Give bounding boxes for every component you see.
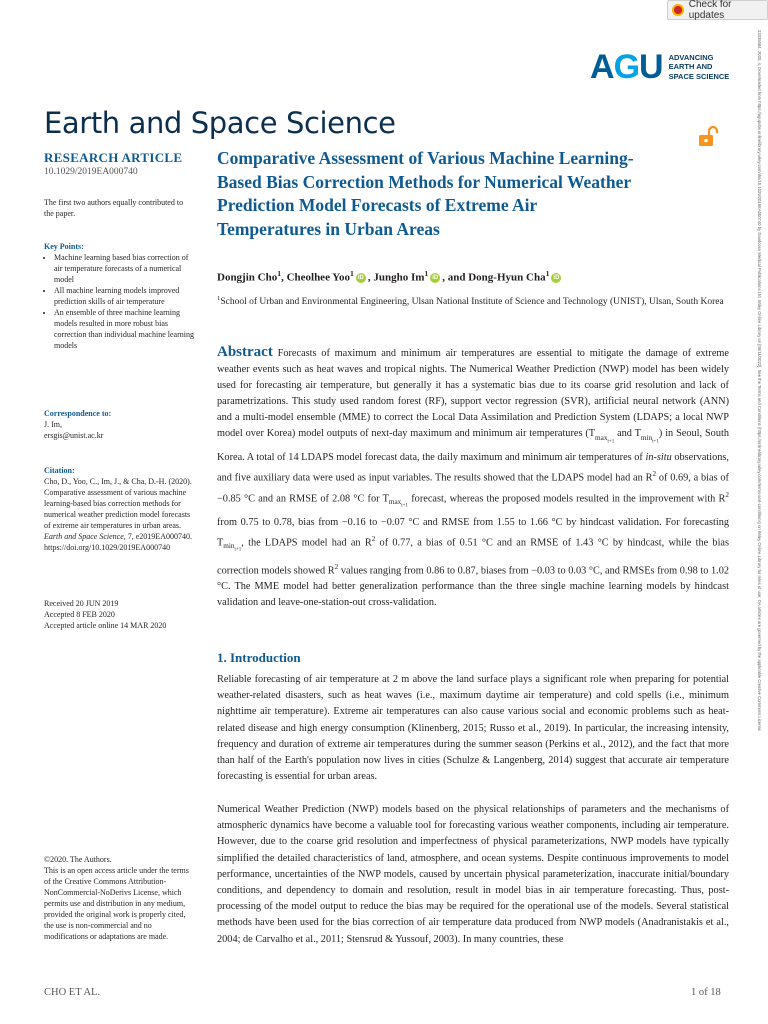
correspondence	[44, 408, 194, 441]
key-points	[44, 241, 194, 351]
page-number: 1 of 18	[691, 987, 721, 998]
agu-tagline: ADVANCING EARTH AND SPACE SCIENCE	[668, 52, 730, 81]
citation-heading: Citation:	[44, 466, 75, 475]
key-point-item: • An ensemble of three machine learning models resulted in more robust bias correction than individual machine learning models	[54, 307, 194, 351]
orcid-icon[interactable]: iD	[357, 275, 364, 282]
abstract-label: Abstract	[217, 344, 273, 360]
download-notice-strip: 23335084, 2020, 4, Downloaded from https://agupubs.onlinelibrary.wiley.com/doi/10.1029/2019EA000740 by Daudcosu Medical Publications Ltd, Wiley Online Library on [06/11/2022]. See the Terms and Conditions (https://onlinelibrary.wiley.com/terms-and-conditions) on Wiley Online Library for rules of use; OA articles are governed by the applicable Creative Commons License	[757, 30, 762, 731]
article-doi[interactable]: 10.1029/2019EA000740	[44, 167, 138, 177]
article-title: Comparative Assessment of Various Machine Learning-Based Bias Correction Methods for Numerical Weather Prediction Model Forecasts of Extreme Air Temperatures in Urban Areas	[217, 148, 634, 239]
crossmark-icon	[672, 4, 684, 16]
intro-paragraph-2: Numerical Weather Prediction (NWP) models based on the physical relationships of parameters and the mechanisms of atmospheric dynamics have become a valuable tool for forecasting various weather components, including air temperature. However, due to the coarse grid resolution and imperfectness of physical parameterizations, NWP models have typically simplified the detailed characteristics of land, atmosphere, and ocean systems. Despite continuous improvements to model performance, uncertainties of the NWP models, caused by uncertain physical parameterization, inaccurate initial/boundary conditions, and dependency to domain and resolution, result in model bias in air temperature forecasting. Thus, post-processing of the model output to reduce the bias may be required for the operational use of the models. Several statistical methods have been used for the bias correction of air temperature data produced from NWP models (Anadranistakis et al., 2004; de Carvalho et al., 2011; Stensrud & Yussouf, 2003). In many countries, these	[217, 804, 729, 945]
author-name[interactable]: Cheolhee Yoo	[286, 271, 351, 284]
check-updates-label: Check for updates	[688, 0, 732, 21]
journal-name: Earth and Space Science	[44, 106, 396, 140]
key-point-item: • All machine learning models improved prediction skills of air temperature	[54, 285, 194, 307]
correspondence-email[interactable]: ersgis@unist.ac.kr	[44, 431, 104, 440]
key-points-heading: Key Points:	[44, 242, 84, 251]
intro-paragraph-1: Reliable forecasting of air temperature at 2 m above the land surface plays a significant role when preparing for potential weather-related disasters, such as heat waves (i.e., maximum daytime air temperature) and cold spells (i.e., minimum nighttime air temperature). Extreme air temperatures can also cause various social and economic problems such as heat-related disease and high energy consumption (Klinenberg, 2015; Russo et al., 2019). In particular, the increasing intensity, frequency and duration of extreme air temperatures during the summer season (Perkins et al., 2012), and the fact that more than half of the Earth's population now lives in cities (Schulze & Langenberg, 2014) suggest that accurate air temperature forecasting is essential for urban areas.	[217, 674, 729, 783]
equal-contribution-note: The first two authors equally contributed to the paper.	[44, 198, 184, 218]
online-date: Accepted article online 14 MAR 2020	[44, 621, 167, 630]
license-notice	[44, 854, 194, 942]
running-author: CHO ET AL.	[44, 987, 101, 998]
introduction-heading: 1. Introduction	[217, 650, 301, 665]
agu-logo	[590, 50, 729, 84]
article-dates	[44, 598, 194, 631]
citation	[44, 465, 194, 553]
correspondence-heading: Correspondence to:	[44, 409, 112, 418]
citation-text: Cho, D., Yoo, C., Im, J., & Cha, D.-H. (2020). Comparative assessment of various machine learning-based bias correction methods for numerical weather prediction model forecasts of extreme air temperatures in urban areas. Earth and Space Science, 7, e2019EA000740. https://doi.org/10.1029/2019EA000740	[44, 477, 192, 552]
agu-logo-letters: AGU	[590, 48, 663, 86]
author-list: Dongjin Cho$^1$, Cheolhee Yoo$^1$iD , Jungho Im$^1$iD , and Dong-Hyun Cha$^1$iD	[217, 269, 560, 284]
affiliation: $^1$School of Urban and Environmental Engineering, Ulsan National Institute of Science and Technology (UNIST), Ulsan, South Korea	[217, 295, 724, 308]
open-access-lock-icon	[697, 124, 721, 148]
abstract: Abstract Forecasts of maximum and minimum air temperatures are essential to mitigate the damage of extreme weather events such as heat waves and tropical nights. The Numerical Weather Prediction (NWP) model has been widely used for forecasting air temperature, but generally it has a systematic bias due to its coarse grid resolution and lack of parametrizations. This study used random forest (RF), support vector regression (SVR), artificial neural network (ANN) and a multi-model ensemble (MME) to correct the Local Data Assimilation and Prediction System (LDAPS; a local NWP model over Korea) model outputs of next-day maximum and minimum air temperatures ($T_{max_{t+1}}$ and $T_{min_{t+1}}$) in Seoul, South Korea. A total of 14 LDAPS model forecast data, the daily maximum and minimum air temperatures of in-situ observations, and five auxiliary data were used as input variables. The results showed that the LDAPS model had an $R^2$ of 0.69, a bias of −0.85 °C and an RMSE of 2.08 °C for $T_{max_{t+1}}$ forecast, whereas the proposed models resulted in the improvement with $R^2$ from 0.75 to 0.78, bias from −0.16 to −0.07 °C and RMSE from 1.55 to 1.66 °C by hindcast validation. For forecasting $T_{min_{t+1}}$, the LDAPS model had an $R^2$ of 0.77, a bias of 0.51 °C and an RMSE of 1.43 °C by hindcast, while the bias correction models showed $R^2$ values ranging from 0.86 to 0.87, biases from −0.03 to 0.03 °C, and RMSEs from 0.98 to 1.02 °C. The MME model had better generalization performance than the three single machine learning models by hindcast validation and leave-one-station-out cross-validation.	[217, 344, 730, 609]
article-type: RESEARCH ARTICLE	[44, 150, 183, 165]
accepted-date: Accepted 8 FEB 2020	[44, 610, 115, 619]
author-name[interactable]: and Dong-Hyun Cha	[447, 271, 546, 284]
author-name[interactable]: Dongjin Cho	[217, 271, 278, 284]
author-name[interactable]: Jungho Im	[373, 271, 425, 284]
correspondence-name: J. Im,	[44, 420, 62, 429]
received-date: Received 20 JUN 2019	[44, 599, 119, 608]
orcid-icon[interactable]: iD	[553, 275, 560, 282]
orcid-icon[interactable]: iD	[432, 275, 439, 282]
license-text: This is an open access article under the terms of the Creative Commons Attribution-NonCommercial-NoDerivs License, which permits use and distribution in any medium, provided the original work is properly cited, the use is non-commercial and no modifications or adaptations are made.	[44, 866, 189, 941]
key-point-item: • Machine learning based bias correction of air temperature forecasts of a numerical model	[54, 252, 194, 285]
copyright-line: ©2020. The Authors.	[44, 855, 112, 864]
check-for-updates-button[interactable]	[667, 0, 768, 20]
